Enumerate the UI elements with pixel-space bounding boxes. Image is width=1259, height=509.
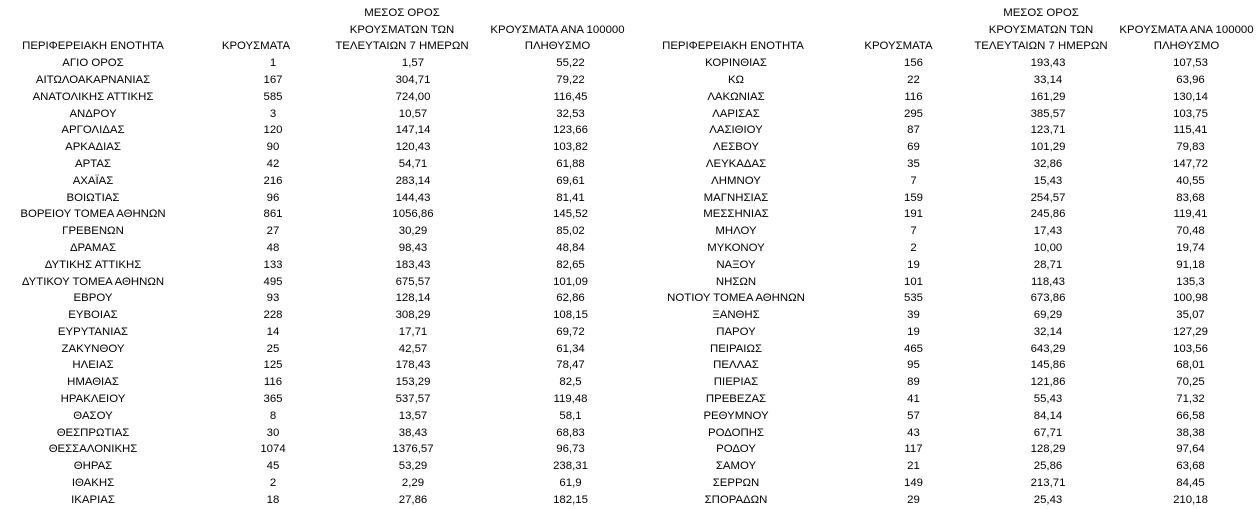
header-cases-per-100k: ΚΡΟΥΣΜΑΤΑ ΑΝΑ 100000 ΠΛΗΘΥΣΜΟ (490, 23, 625, 53)
table-body (0, 55, 637, 509)
table-row (637, 307, 1259, 324)
cell-cases-per-100k: 69,61 (556, 174, 585, 187)
cell-cases-per-100k: 91,18 (1176, 258, 1205, 271)
cell-region: ΑΡΚΑΔΙΑΣ (65, 141, 121, 154)
cell-cases: 133 (263, 258, 283, 271)
cell-cases: 19 (907, 325, 920, 338)
cell-cases-per-100k: 119,41 (1173, 208, 1208, 221)
cell-cases-per-100k: 119,48 (553, 393, 588, 406)
cell-cases-per-100k: 48,84 (556, 241, 585, 254)
cell-avg-7-days: 2,29 (401, 477, 425, 490)
table-row (637, 492, 1259, 509)
cell-cases-per-100k: 79,22 (556, 73, 585, 86)
cell-cases: 861 (263, 208, 283, 221)
cell-cases-per-100k: 182,15 (553, 494, 588, 507)
table-row (0, 139, 637, 156)
cell-cases: 7 (910, 174, 917, 187)
table-row (637, 72, 1259, 89)
cell-cases-per-100k: 66,58 (1176, 409, 1205, 422)
cell-region: ΜΑΓΝΗΣΙΑΣ (703, 191, 769, 204)
cell-region: ΡΟΔΟΥ (716, 443, 756, 456)
table-row (637, 257, 1259, 274)
cell-cases: 14 (266, 325, 280, 338)
cell-cases-per-100k: 135,3 (1176, 275, 1205, 288)
header-cases: ΚΡΟΥΣΜΑΤΑ (864, 40, 933, 53)
cell-region: ΑΡΓΟΛΙΔΑΣ (61, 124, 125, 137)
table-row (637, 55, 1259, 72)
cell-cases-per-100k: 101,09 (553, 275, 588, 288)
cell-cases: 2 (910, 241, 917, 254)
cell-avg-7-days: 1,57 (401, 57, 425, 70)
cell-cases: 30 (266, 426, 280, 439)
cell-region: ΗΜΑΘΙΑΣ (67, 376, 119, 389)
cell-cases-per-100k: 100,98 (1173, 292, 1208, 305)
cell-cases-per-100k: 103,56 (1173, 342, 1208, 355)
cell-region: ΞΑΝΘΗΣ (712, 309, 760, 322)
cell-avg-7-days: 98,43 (398, 241, 428, 254)
cell-cases-per-100k: 108,15 (553, 309, 588, 322)
cell-cases: 95 (907, 359, 920, 372)
cell-cases: 90 (266, 141, 280, 154)
cell-cases-per-100k: 84,45 (1176, 477, 1205, 490)
cell-cases-per-100k: 35,07 (1176, 309, 1205, 322)
cell-cases-per-100k: 63,96 (1176, 73, 1205, 86)
cell-avg-7-days: 10,57 (398, 107, 428, 120)
cell-cases: 1074 (260, 443, 286, 456)
cell-avg-7-days: 675,57 (395, 275, 431, 288)
cell-avg-7-days: 53,29 (398, 460, 428, 473)
cell-region: ΛΗΜΝΟΥ (711, 174, 761, 187)
cell-cases-per-100k: 107,53 (1173, 57, 1208, 70)
cell-region: ΔΡΑΜΑΣ (69, 241, 117, 254)
cell-cases: 3 (269, 107, 277, 120)
cell-region: ΝΗΣΩΝ (715, 275, 757, 288)
table-row (637, 173, 1259, 190)
table-row (0, 89, 637, 106)
table-row (0, 307, 637, 324)
cell-cases-per-100k: 79,83 (1176, 141, 1205, 154)
table-row (0, 273, 637, 290)
cell-cases: 191 (903, 208, 923, 221)
cell-cases-per-100k: 115,41 (1173, 124, 1208, 137)
cell-cases-per-100k: 82,5 (559, 376, 582, 389)
cell-cases-per-100k: 55,22 (556, 57, 585, 70)
cell-region: ΕΥΡΥΤΑΝΙΑΣ (57, 325, 129, 338)
header-region: ΠΕΡΙΦΕΡΕΙΑΚΗ ΕΝΟΤΗΤΑ (22, 40, 164, 53)
cell-cases-per-100k: 40,55 (1176, 174, 1205, 187)
cell-cases-per-100k: 61,34 (556, 342, 585, 355)
cell-avg-7-days: 118,43 (1031, 275, 1065, 288)
cell-cases: 365 (263, 393, 283, 406)
cell-cases-per-100k: 82,65 (556, 258, 585, 271)
table-row (0, 425, 637, 442)
cell-avg-7-days: 147,14 (395, 124, 431, 137)
table-row (637, 374, 1259, 391)
cell-region: ΘΕΣΣΑΛΟΝΙΚΗΣ (48, 443, 138, 456)
table-row (637, 290, 1259, 307)
cell-cases: 27 (266, 225, 280, 238)
cell-avg-7-days: 308,29 (395, 309, 431, 322)
cell-avg-7-days: 123,71 (1030, 124, 1066, 137)
cell-cases: 18 (266, 494, 280, 507)
cell-avg-7-days: 32,14 (1033, 325, 1063, 338)
cell-region: ΛΑΣΙΘΙΟΥ (709, 124, 763, 137)
cell-cases-per-100k: 103,82 (553, 141, 588, 154)
table-row (637, 441, 1259, 458)
cell-avg-7-days: 161,29 (1030, 90, 1066, 103)
cell-region: ΗΛΕΙΑΣ (72, 359, 114, 372)
cell-region: ΜΗΛΟΥ (715, 225, 757, 238)
cell-cases-per-100k: 63,68 (1176, 460, 1205, 473)
cell-cases: 465 (903, 342, 923, 355)
table-row (0, 55, 637, 72)
header-cases: ΚΡΟΥΣΜΑΤΑ (221, 40, 291, 53)
cell-cases-per-100k: 96,73 (556, 443, 585, 456)
cell-cases: 167 (263, 73, 283, 86)
cell-region: ΡΕΘΥΜΝΟΥ (703, 409, 769, 422)
table-row (0, 475, 637, 492)
cell-avg-7-days: 15,43 (1033, 174, 1063, 187)
cell-cases: 69 (907, 141, 920, 154)
table-row (0, 72, 637, 89)
cell-cases: 495 (263, 275, 283, 288)
cell-avg-7-days: 32,86 (1033, 157, 1063, 170)
cell-region: ΑΓΙΟ ΟΡΟΣ (62, 57, 124, 70)
table-row (637, 122, 1259, 139)
cell-avg-7-days: 643,29 (1030, 342, 1066, 355)
cell-cases-per-100k: 127,29 (1173, 325, 1208, 338)
header-avg-7-days: ΜΕΣΟΣ ΟΡΟΣ ΚΡΟΥΣΜΑΤΩΝ ΤΩΝ ΤΕΛΕΥΤΑΙΩΝ 7 ΗΜΕΡΩΝ (974, 7, 1108, 53)
cell-region: ΑΝΔΡΟΥ (69, 107, 117, 120)
table-row (0, 458, 637, 475)
cell-region: ΓΡΕΒΕΝΩΝ (62, 225, 124, 238)
cell-region: ΑΝΑΤΟΛΙΚΗΣ ΑΤΤΙΚΗΣ (32, 90, 154, 103)
cell-region: ΝΟΤΙΟΥ ΤΟΜΕΑ ΑΘΗΝΩΝ (667, 292, 805, 305)
table-row (0, 240, 637, 257)
cell-avg-7-days: 121,86 (1030, 376, 1066, 389)
cell-avg-7-days: 33,14 (1033, 73, 1063, 86)
cell-avg-7-days: 385,57 (1030, 107, 1066, 120)
cell-avg-7-days: 537,57 (395, 393, 431, 406)
cell-region: ΙΚΑΡΙΑΣ (71, 494, 115, 507)
table-row (0, 324, 637, 341)
table-row (637, 357, 1259, 374)
cell-cases: 39 (907, 309, 920, 322)
cell-avg-7-days: 10,00 (1033, 241, 1063, 254)
header-row (0, 5, 637, 55)
cell-avg-7-days: 178,43 (395, 359, 431, 372)
table-row (0, 374, 637, 391)
cell-region: ΙΘΑΚΗΣ (71, 477, 115, 490)
cell-region: ΒΟΡΕΙΟΥ ΤΟΜΕΑ ΑΘΗΝΩΝ (20, 208, 166, 221)
cell-cases-per-100k: 38,38 (1176, 426, 1205, 439)
cell-region: ΚΩ (727, 73, 745, 86)
cell-avg-7-days: 254,57 (1030, 191, 1066, 204)
cell-cases-per-100k: 32,53 (556, 107, 585, 120)
cell-cases: 116 (904, 90, 923, 103)
table-row (637, 341, 1259, 358)
cell-cases-per-100k: 210,18 (1173, 494, 1208, 507)
cell-avg-7-days: 120,43 (395, 141, 431, 154)
cell-cases-per-100k: 78,47 (556, 359, 585, 372)
cell-region: ΡΟΔΟΠΗΣ (708, 426, 764, 439)
table-row (0, 223, 637, 240)
cell-region: ΔΥΤΙΚΗΣ ΑΤΤΙΚΗΣ (44, 258, 142, 271)
cell-cases: 89 (907, 376, 920, 389)
cell-cases-per-100k: 62,86 (556, 292, 585, 305)
cell-cases-per-100k: 70,25 (1176, 376, 1205, 389)
cell-cases: 48 (266, 241, 280, 254)
table-row (637, 189, 1259, 206)
cell-avg-7-days: 283,14 (395, 174, 431, 187)
cell-cases-per-100k: 238,31 (553, 460, 588, 473)
cell-region: ΛΑΚΩΝΙΑΣ (707, 90, 765, 103)
cell-avg-7-days: 55,43 (1033, 393, 1063, 406)
cell-cases-per-100k: 71,32 (1176, 393, 1205, 406)
cell-cases: 35 (907, 157, 920, 170)
cell-cases: 21 (907, 460, 920, 473)
table-row (0, 357, 637, 374)
cell-region: ΛΕΥΚΑΔΑΣ (705, 157, 767, 170)
cell-cases-per-100k: 147,72 (1173, 157, 1208, 170)
cell-cases: 96 (266, 191, 280, 204)
cell-cases-per-100k: 68,83 (556, 426, 585, 439)
table-row (0, 408, 637, 425)
cell-cases: 159 (903, 191, 923, 204)
cell-cases: 2 (269, 477, 277, 490)
table-row (0, 441, 637, 458)
cell-cases-per-100k: 97,64 (1176, 443, 1205, 456)
cell-region: ΛΕΣΒΟΥ (713, 141, 759, 154)
cell-region: ΒΟΙΩΤΙΑΣ (66, 191, 120, 204)
cell-cases: 585 (263, 90, 283, 103)
table-row (0, 173, 637, 190)
cell-avg-7-days: 25,86 (1033, 460, 1063, 473)
cell-avg-7-days: 54,71 (398, 157, 428, 170)
cell-region: ΠΑΡΟΥ (716, 325, 756, 338)
cell-region: ΠΙΕΡΙΑΣ (713, 376, 759, 389)
cell-cases: 535 (903, 292, 923, 305)
cell-cases: 45 (266, 460, 280, 473)
cell-avg-7-days: 144,43 (395, 191, 431, 204)
table-row (637, 425, 1259, 442)
cell-avg-7-days: 42,57 (398, 342, 428, 355)
table-row (637, 273, 1259, 290)
cell-cases: 7 (910, 225, 917, 238)
table-row (0, 156, 637, 173)
cell-avg-7-days: 67,71 (1033, 426, 1063, 439)
cell-region: ΛΑΡΙΣΑΣ (712, 107, 760, 120)
cell-cases-per-100k: 69,72 (556, 325, 585, 338)
table-row (0, 257, 637, 274)
table-row (637, 139, 1259, 156)
cell-avg-7-days: 69,29 (1033, 309, 1063, 322)
cell-cases-per-100k: 123,66 (553, 124, 588, 137)
cell-avg-7-days: 153,29 (395, 376, 431, 389)
cell-cases: 228 (263, 309, 283, 322)
cell-cases: 216 (263, 174, 283, 187)
cell-avg-7-days: 30,29 (398, 225, 428, 238)
table-row (0, 290, 637, 307)
cell-region: ΘΑΣΟΥ (73, 409, 113, 422)
table-row (0, 492, 637, 509)
table-row (637, 475, 1259, 492)
cell-cases: 117 (904, 443, 923, 456)
cell-cases-per-100k: 68,01 (1176, 359, 1205, 372)
cell-cases: 19 (907, 258, 920, 271)
cell-avg-7-days: 145,86 (1030, 359, 1066, 372)
cell-cases: 101 (903, 275, 923, 288)
cell-cases: 295 (903, 107, 923, 120)
cell-region: ΜΥΚΟΝΟΥ (707, 241, 765, 254)
cell-avg-7-days: 101,29 (1030, 141, 1066, 154)
cell-avg-7-days: 1376,57 (392, 443, 434, 456)
cell-cases: 22 (907, 73, 920, 86)
cell-region: ΑΧΑΪΑΣ (72, 174, 114, 187)
cell-cases-per-100k: 130,14 (1173, 90, 1208, 103)
cell-avg-7-days: 673,86 (1030, 292, 1066, 305)
cell-cases: 87 (907, 124, 920, 137)
cell-region: ΜΕΣΣΗΝΙΑΣ (703, 208, 769, 221)
cell-region: ΕΥΒΟΙΑΣ (68, 309, 118, 322)
cell-region: ΔΥΤΙΚΟΥ ΤΟΜΕΑ ΑΘΗΝΩΝ (21, 275, 165, 288)
cell-avg-7-days: 724,00 (395, 90, 431, 103)
table-body (637, 55, 1259, 509)
cell-avg-7-days: 17,43 (1033, 225, 1063, 238)
cell-cases-per-100k: 116,45 (553, 90, 588, 103)
cell-cases-per-100k: 61,88 (556, 157, 585, 170)
table-row (637, 106, 1259, 123)
cell-avg-7-days: 193,43 (1030, 57, 1066, 70)
cell-cases: 42 (266, 157, 280, 170)
cell-avg-7-days: 1056,86 (392, 208, 434, 221)
cases-table-left (0, 5, 637, 509)
cell-cases: 8 (269, 409, 277, 422)
cell-cases: 116 (263, 376, 283, 389)
table-row (637, 408, 1259, 425)
cell-region: ΣΠΟΡΑΔΩΝ (704, 494, 768, 507)
cell-region: ΘΗΡΑΣ (73, 460, 113, 473)
table-row (0, 189, 637, 206)
table-row (637, 206, 1259, 223)
table-row (0, 391, 637, 408)
cell-avg-7-days: 128,29 (1030, 443, 1066, 456)
cell-cases-per-100k: 103,75 (1173, 107, 1208, 120)
table-row (637, 223, 1259, 240)
cell-region: ΕΒΡΟΥ (73, 292, 113, 305)
cell-cases: 149 (903, 477, 923, 490)
cell-cases-per-100k: 70,48 (1176, 225, 1205, 238)
cell-avg-7-days: 27,86 (398, 494, 428, 507)
table-row (0, 206, 637, 223)
cell-cases-per-100k: 81,41 (556, 191, 585, 204)
cell-avg-7-days: 28,71 (1033, 258, 1063, 271)
header-region: ΠΕΡΙΦΕΡΕΙΑΚΗ ΕΝΟΤΗΤΑ (662, 40, 804, 53)
table-row (637, 240, 1259, 257)
cell-region: ΑΙΤΩΛΟΑΚΑΡΝΑΝΙΑΣ (35, 73, 151, 86)
cell-cases: 93 (266, 292, 280, 305)
cell-cases: 43 (907, 426, 920, 439)
cell-region: ΠΕΛΛΑΣ (713, 359, 759, 372)
cell-cases-per-100k: 85,02 (556, 225, 585, 238)
cell-region: ΗΡΑΚΛΕΙΟΥ (60, 393, 126, 406)
cell-cases: 29 (907, 494, 920, 507)
cell-region: ΣΕΡΡΩΝ (712, 477, 760, 490)
cell-region: ΠΕΙΡΑΙΩΣ (709, 342, 763, 355)
cell-avg-7-days: 25,43 (1033, 494, 1063, 507)
cell-region: ΠΡΕΒΕΖΑΣ (705, 393, 767, 406)
cell-avg-7-days: 245,86 (1030, 208, 1066, 221)
cases-table-right (637, 5, 1259, 509)
table-row (637, 391, 1259, 408)
cell-avg-7-days: 13,57 (398, 409, 428, 422)
cell-avg-7-days: 84,14 (1033, 409, 1063, 422)
table-row (637, 156, 1259, 173)
cell-region: ΣΑΜΟΥ (715, 460, 757, 473)
cell-avg-7-days: 38,43 (398, 426, 428, 439)
cell-cases: 1 (269, 57, 277, 70)
cell-cases: 156 (903, 57, 923, 70)
table-row (0, 341, 637, 358)
cell-avg-7-days: 183,43 (395, 258, 431, 271)
cell-cases-per-100k: 19,74 (1176, 241, 1205, 254)
cell-region: ΑΡΤΑΣ (75, 157, 111, 170)
cell-region: ΘΕΣΠΡΩΤΙΑΣ (56, 426, 130, 439)
cell-cases-per-100k: 83,68 (1176, 191, 1205, 204)
cell-cases: 125 (263, 359, 283, 372)
cell-cases: 25 (266, 342, 280, 355)
table-row (0, 122, 637, 139)
header-cases-per-100k: ΚΡΟΥΣΜΑΤΑ ΑΝΑ 100000 ΠΛΗΘΥΣΜΟ (1119, 23, 1254, 53)
table-row (637, 89, 1259, 106)
table-row (637, 324, 1259, 341)
cell-cases-per-100k: 58,1 (559, 409, 582, 422)
table-row (637, 458, 1259, 475)
cell-avg-7-days: 17,71 (398, 325, 428, 338)
header-avg-7-days: ΜΕΣΟΣ ΟΡΟΣ ΚΡΟΥΣΜΑΤΩΝ ΤΩΝ ΤΕΛΕΥΤΑΙΩΝ 7 ΗΜΕΡΩΝ (335, 7, 469, 53)
table-row (0, 106, 637, 123)
cell-region: ΖΑΚΥΝΘΟΥ (61, 342, 125, 355)
cell-avg-7-days: 304,71 (395, 73, 431, 86)
cell-region: ΝΑΞΟΥ (716, 258, 756, 271)
cell-cases-per-100k: 61,9 (559, 477, 582, 490)
cell-region: ΚΟΡΙΝΘΙΑΣ (705, 57, 767, 70)
cell-cases-per-100k: 145,52 (553, 208, 588, 221)
cell-avg-7-days: 128,14 (395, 292, 431, 305)
cell-cases: 41 (907, 393, 920, 406)
cell-cases: 120 (263, 124, 283, 137)
cell-avg-7-days: 213,71 (1030, 477, 1066, 490)
header-row (637, 5, 1259, 55)
cell-cases: 57 (907, 409, 920, 422)
